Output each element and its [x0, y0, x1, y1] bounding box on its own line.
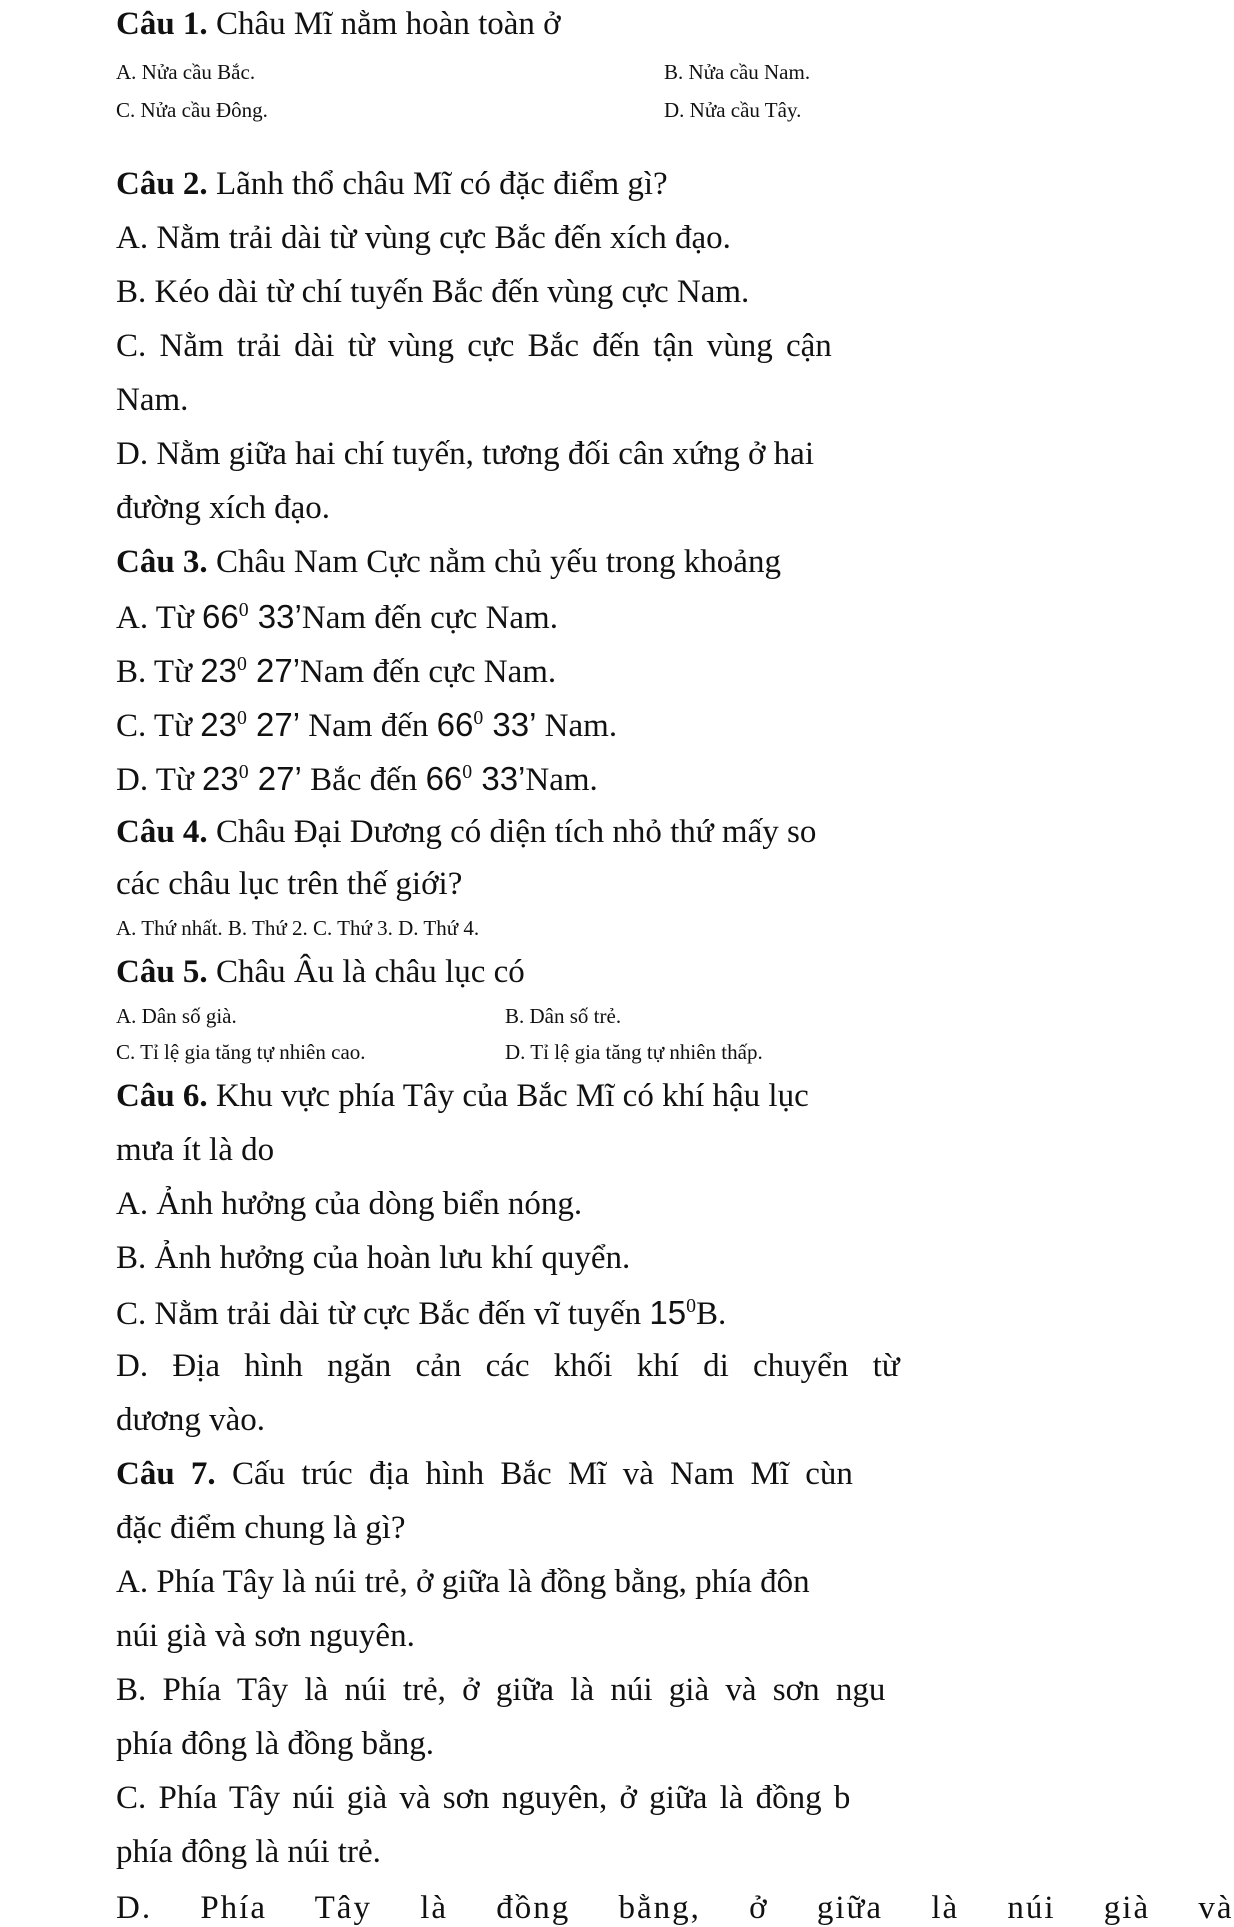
question-6-option-a: A. Ảnh hưởng của dòng biển nóng.	[116, 1186, 583, 1222]
question-7-option-b-line1: B. Phía Tây là núi trẻ, ở giữa là núi già và sơn ngu	[116, 1672, 886, 1708]
question-5-text: Châu Âu là châu lục có	[215, 954, 525, 990]
question-1	[116, 8, 561, 41]
question-5-label: Câu 5.	[116, 954, 208, 990]
degree-value: 15	[649, 1294, 687, 1331]
degree-sup: 0	[462, 761, 473, 783]
question-7-option-a-line1: A. Phía Tây là núi trẻ, ở giữa là đồng bằng, phía đôn	[116, 1564, 810, 1600]
degree-sup: 0	[236, 707, 247, 729]
degree-value: 23	[200, 706, 237, 743]
question-4-label: Câu 4.	[116, 814, 208, 850]
degree-value: 23	[200, 652, 237, 689]
question-2-option-d-line1: D. Nằm giữa hai chí tuyến, tương đối cân xứng ở hai	[116, 436, 814, 472]
question-6-text-line1: Khu vực phía Tây của Bắc Mĩ có khí hậu lục	[215, 1078, 809, 1114]
option-text: B. Từ	[116, 654, 201, 690]
question-2-option-d-line2: đường xích đạo.	[116, 490, 331, 526]
question-6	[116, 1080, 809, 1113]
question-7-option-d-cut: D. Phía Tây là đồng bằng, ở giữa là núi già và	[116, 1890, 1234, 1926]
question-2-text: Lãnh thổ châu Mĩ có đặc điểm gì?	[215, 166, 668, 202]
minute-value: 27’	[248, 760, 302, 797]
question-6-text-line2: mưa ít là do	[116, 1132, 275, 1168]
minute-value: 33’	[248, 598, 302, 635]
degree-value: 66	[425, 760, 463, 797]
question-4	[116, 816, 816, 849]
question-1-option-d: D. Nửa cầu Tây.	[664, 98, 802, 122]
question-1-option-c: C. Nửa cầu Đông.	[116, 98, 268, 122]
option-text: Nam đến cực Nam.	[301, 600, 558, 636]
minute-value: 33’	[472, 760, 526, 797]
question-3	[116, 546, 781, 579]
question-3-text: Châu Nam Cực nằm chủ yếu trong khoảng	[215, 544, 781, 580]
option-text: Nam.	[536, 708, 618, 744]
question-6-option-d-line2: dương vào.	[116, 1402, 265, 1438]
question-1-text: Châu Mĩ nằm hoàn toàn ở	[215, 6, 561, 42]
degree-value: 23	[202, 760, 239, 797]
question-4-text-line1: Châu Đại Dương có diện tích nhỏ thứ mấy so	[215, 814, 817, 850]
question-2-option-c-line2: Nam.	[116, 382, 189, 418]
question-3-option-a	[116, 600, 558, 635]
question-7-option-c-line2: phía đông là núi trẻ.	[116, 1834, 381, 1870]
minute-value: 27’	[246, 706, 301, 743]
question-2-option-b: B. Kéo dài từ chí tuyến Bắc đến vùng cực Nam.	[116, 274, 750, 310]
question-7-text-line1: Cấu trúc địa hình Bắc Mĩ và Nam Mĩ cùn	[231, 1456, 853, 1492]
degree-sup: 0	[473, 707, 484, 729]
option-text: C. Nằm trải dài từ cực Bắc đến vĩ tuyến	[116, 1296, 650, 1332]
question-5	[116, 956, 525, 989]
option-text: A. Từ	[116, 600, 203, 636]
question-6-option-b: B. Ảnh hưởng của hoàn lưu khí quyển.	[116, 1240, 631, 1276]
question-6-option-c	[116, 1296, 726, 1331]
question-5-option-c: C. Tỉ lệ gia tăng tự nhiên cao.	[116, 1040, 366, 1064]
question-1-option-b: B. Nửa cầu Nam.	[664, 60, 811, 84]
option-text: Nam.	[525, 762, 598, 798]
minute-value: 27’	[246, 652, 301, 689]
question-7-text-line2: đặc điểm chung là gì?	[116, 1510, 406, 1546]
question-3-option-b	[116, 654, 556, 689]
question-3-label: Câu 3.	[116, 544, 208, 580]
option-text: Nam đến cực Nam.	[300, 654, 557, 690]
question-2-option-a: A. Nằm trải dài từ vùng cực Bắc đến xích đạo.	[116, 220, 731, 256]
question-7-option-a-line2: núi già và sơn nguyên.	[116, 1618, 415, 1654]
degree-sup: 0	[236, 653, 247, 675]
degree-value: 66	[436, 706, 474, 743]
question-5-option-a: A. Dân số già.	[116, 1004, 237, 1028]
option-text: B.	[695, 1296, 727, 1332]
question-6-option-d-line1: D. Địa hình ngăn cản các khối khí di chuyển từ	[116, 1348, 900, 1384]
question-1-label: Câu 1.	[116, 6, 208, 42]
question-1-option-a: A. Nửa cầu Bắc.	[116, 60, 256, 84]
degree-sup: 0	[238, 599, 249, 621]
question-3-option-c	[116, 708, 617, 743]
question-2-label: Câu 2.	[116, 166, 208, 202]
question-4-text-line2: các châu lục trên thế giới?	[116, 866, 463, 902]
question-6-label: Câu 6.	[116, 1078, 208, 1114]
question-2-option-c-line1: C. Nằm trải dài từ vùng cực Bắc đến tận vùng cận	[116, 328, 832, 364]
question-7-option-b-line2: phía đông là đồng bằng.	[116, 1726, 435, 1762]
option-text: C. Từ	[116, 708, 201, 744]
minute-value: 33’	[483, 706, 537, 743]
question-7-label: Câu 7.	[116, 1456, 216, 1492]
question-5-option-d: D. Tỉ lệ gia tăng tự nhiên thấp.	[505, 1040, 763, 1064]
degree-sup: 0	[686, 1295, 696, 1317]
question-7	[116, 1458, 853, 1491]
option-text: Bắc đến	[301, 762, 426, 798]
degree-value: 66	[202, 598, 239, 635]
question-3-option-d	[116, 762, 598, 797]
question-2	[116, 168, 668, 201]
question-7-option-c-line1: C. Phía Tây núi già và sơn nguyên, ở giữa là đồng b	[116, 1780, 851, 1816]
degree-sup: 0	[238, 761, 249, 783]
question-4-options: A. Thứ nhất. B. Thứ 2. C. Thứ 3. D. Thứ 4.	[116, 916, 480, 940]
option-text: D. Từ	[116, 762, 203, 798]
question-5-option-b: B. Dân số trẻ.	[505, 1004, 622, 1028]
option-text: Nam đến	[300, 708, 437, 744]
